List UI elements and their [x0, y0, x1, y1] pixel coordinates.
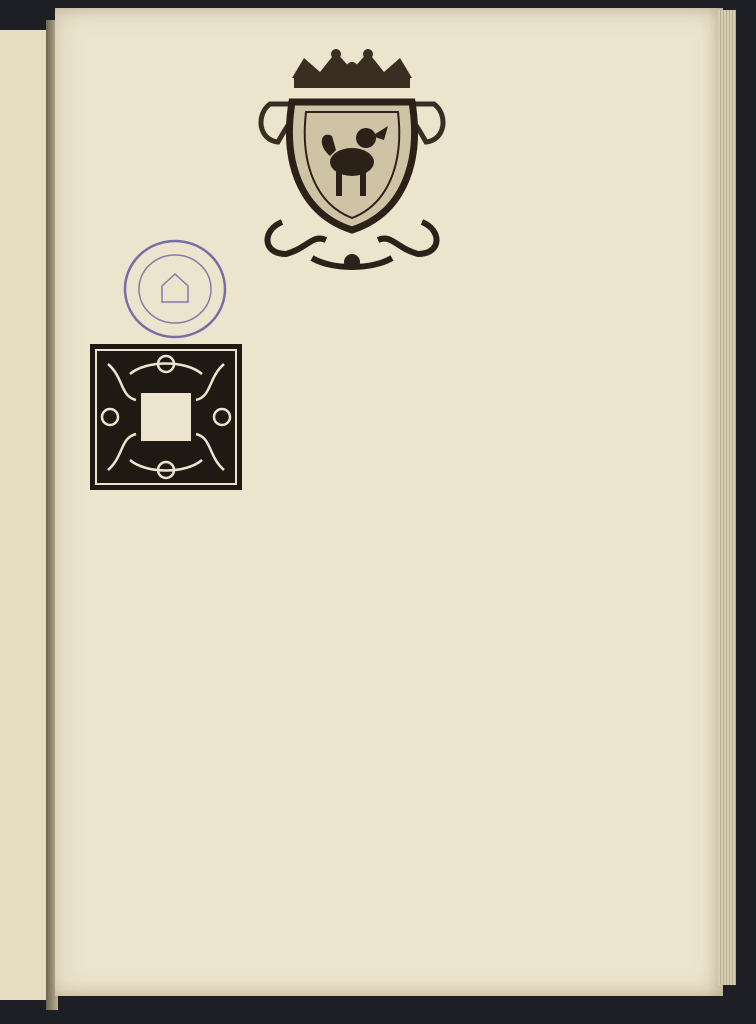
page-edges	[718, 10, 736, 985]
drop-cap-letter	[140, 392, 192, 442]
coat-of-arms-icon	[252, 44, 452, 280]
library-stamp	[120, 236, 230, 342]
facing-left-page	[0, 30, 48, 1000]
decorative-drop-cap	[90, 344, 242, 490]
